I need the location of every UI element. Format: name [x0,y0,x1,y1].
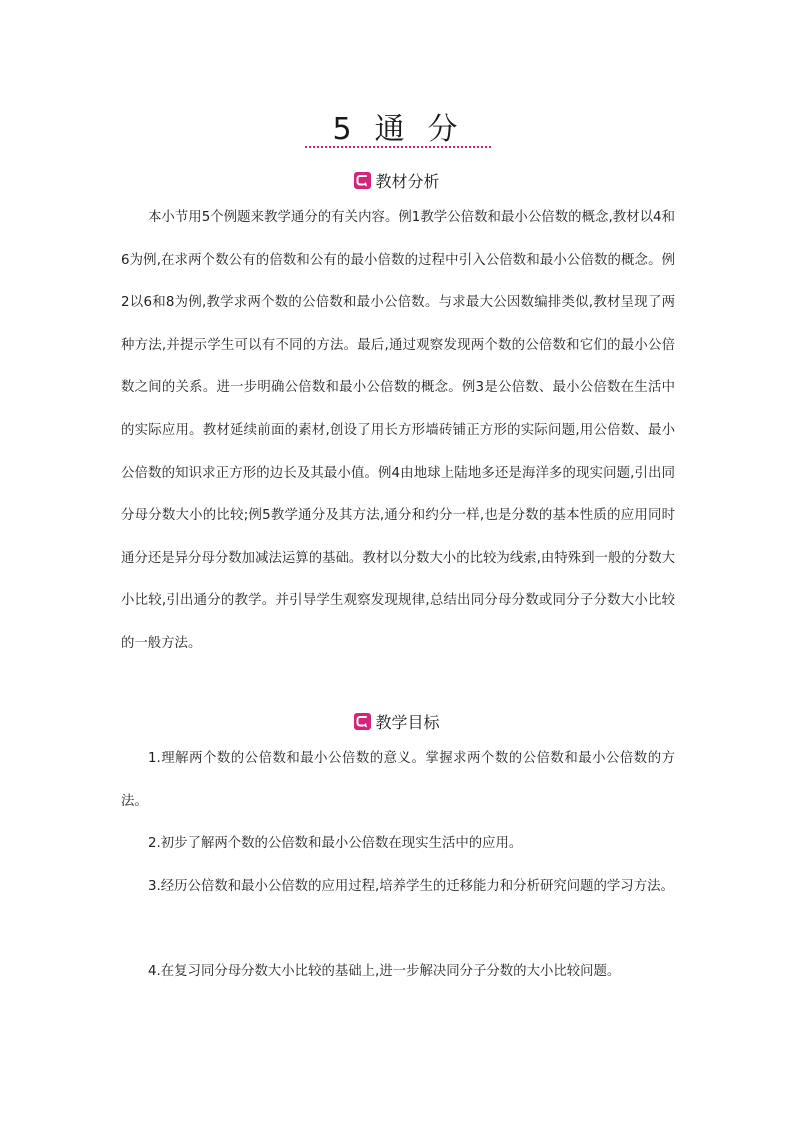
objective-item-4: 4.在复习同分母分数大小比较的基础上,进一步解决同分子分数的大小比较问题。 [148,964,621,979]
objective-item-2: 2.初步了解两个数的公倍数和最小公倍数在现实生活中的应用。 [148,836,523,851]
objective-item-1: 1.理解两个数的公倍数和最小公倍数的意义。掌握求两个数的公倍数和最小公倍数的方法。 [121,751,675,809]
section-heading-text: 教学目标 [375,713,440,732]
analysis-paragraph: 本小节用5个例题来教学通分的有关内容。例1教学公倍数和最小公倍数的概念,教材以4和6为例,在求两个数公有的倍数和公有的最小倍数的过程中引入公倍数和最小公倍数的概念。例2以6和8为例,教学求两个数的公倍数和最小公倍数。与求最大公因数编排类似,教材呈现了两种方法,并提示学生可以有不同的方法。最后,通过观察发现两个数的公倍数和它们的最小公倍数之间的关系。进一步明确公倍数和最小公倍数的概念。例3是公倍数、最小公倍数在生活中的实际应用。教材延续前面的素材,创设了用长方形墙砖铺正方形的实际问题,用公倍数、最小公倍数的知识求正方形的边长及其最小值。例4由地球上陆地多还是海洋多的现实问题,引出同分母分数大小的比较;例5教学通分及其方法,通分和约分一样,也是分数的基本性质的应用同时通分还是异分母分数加减法运算的基础。教材以分数大小的比较为线索,由特殊到一般的分数大小比较,引出通分的教学。并引导学生观察发现规律,总结出同分母分数或同分子分数大小比较的一般方法。 [121,210,675,651]
objective-item-3: 3.经历公倍数和最小公倍数的应用过程,培养学生的迁移能力和分析研究问题的学习方法。 [148,879,674,894]
section-heading-analysis [0,169,794,192]
title-underline [305,146,491,148]
page-title: 5 通 分 [332,112,462,147]
section-marker-icon [354,713,371,730]
section-marker-icon [354,172,371,189]
section-heading-objectives [0,710,794,733]
section-heading-text: 教材分析 [375,172,440,191]
